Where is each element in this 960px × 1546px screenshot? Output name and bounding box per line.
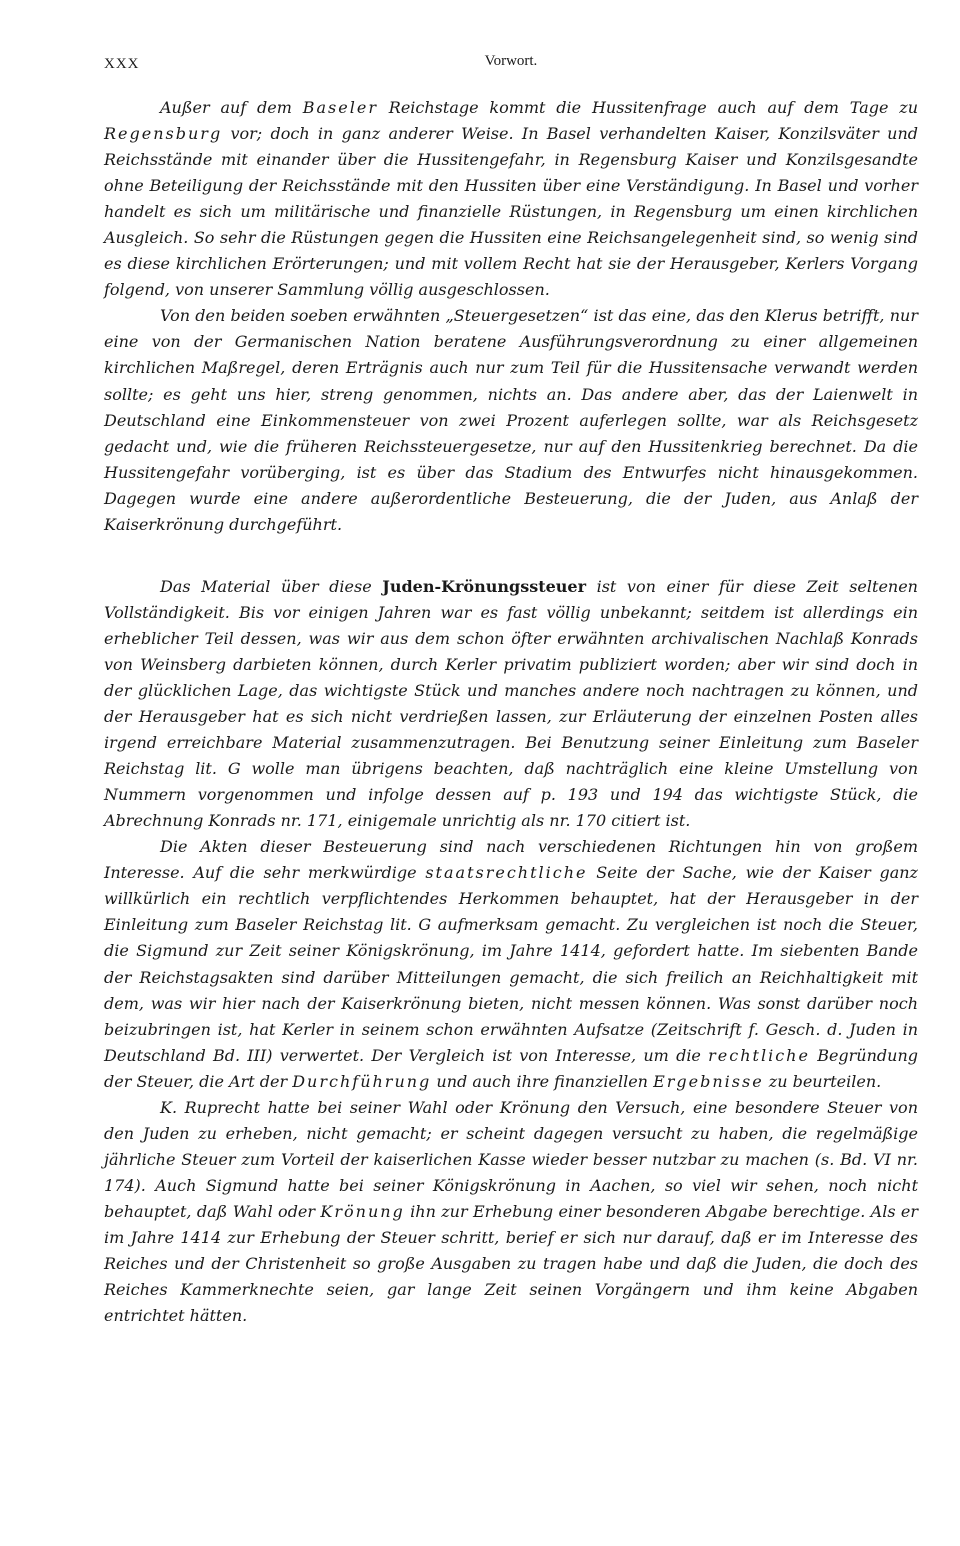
- paragraph: [104, 1095, 918, 1329]
- text-run: und auch ihre finanziellen: [431, 1071, 654, 1091]
- body-text: [104, 95, 918, 1329]
- paragraph: [104, 303, 918, 537]
- bold-term: Juden-Krönungssteuer: [382, 576, 587, 596]
- text-run: Die Akten dieser Besteuerung sind nach verschiedenen Richtungen hin von großem Interesse. Auf die sehr merkwürdige: [104, 837, 918, 883]
- text-run: vor; doch in ganz anderer Weise. In Basel verhandelten Kaiser, Konzilsväter und Reichsstände mit einander über die Hussitengefahr, in Regensburg Kaiser und Konzilsgesandte ohne Beteiligung der Reichsstände mit den Hussiten über eine Verständigung. In Basel und vorher handelt es sich um militärische und finanzielle Rüstungen, in Regensburg um einen kirchlichen Ausgleich. So sehr die Rüstungen gegen die Hussiten eine Reichsangelegenheit sind, so wenig sind es diese kirchlichen Erörterungen; und mit vollem Recht hat sie der Herausgeber, Kerlers Vorgang folgend, von unserer Sammlung völlig ausgeschlossen.: [104, 124, 918, 300]
- text-run: Seite der Sache, wie der Kaiser ganz willkürlich ein rechtlich verpflichtendes Herkommen behauptet, hat der Herausgeber in der Einleitung zum Baseler Reichstag lit. G aufmerksam gemacht. Zu vergleichen ist noch die Steuer, die Sigmund zur Zeit seiner Königskrönung, im Jahre 1414, gefordert hatte. Im siebenten Bande der Reichstagsakten sind darüber Mitteilungen gemacht, die sich freilich an Reichhaltigkeit mit dem, was wir hier nach der Kaiserkrönung bieten, nicht messen können. Was sonst darüber noch beizubringen ist, hat Kerler in seinem schon erwähnten Aufsatze (Zeitschrift f. Gesch. d. Juden in Deutschland Bd. III) verwertet. Der Vergleich ist von Interesse, um die: [104, 863, 918, 1065]
- text-run: zu beurteilen.: [763, 1071, 882, 1091]
- paragraph: [104, 95, 918, 303]
- spaced-emphasis: staatsrechtliche: [425, 863, 588, 883]
- running-title: Vorwort.: [484, 53, 538, 69]
- text-run: K. Ruprecht hatte bei seiner Wahl oder Krönung den Versuch, eine besondere Steuer von den Juden zu erheben, nicht gemacht; er scheint dagegen versucht zu haben, die regelmäßige jährliche Steuer zum Vorteil der kaiserlichen Kasse wieder besser nutzbar zu machen (s. Bd. VI nr. 174). Auch Sigmund hatte bei seiner Königskrönung in Aachen, so viel wir sehen, noch nicht behauptet, daß Wahl oder: [104, 1097, 918, 1221]
- text-run: ihn zur Erhebung einer besonderen Abgabe berechtige. Als er im Jahre 1414 zur Erhebung der Steuer schritt, berief er sich nur darauf, daß er im Interesse des Reiches und der Christenheit so große Ausgaben zu tragen habe und daß die Juden, die doch des Reiches Kammerknechte seien, gar lange Zeit seinen Vorgängern und ihm keine Abgaben entrichtet hätten.: [104, 1201, 918, 1326]
- page-number: XXX: [104, 56, 140, 72]
- text-run: Von den beiden soeben erwähnten „Steuergesetzen“ ist das eine, das den Klerus betrifft, nur eine von der Germanischen Nation beratene Ausführungsverordnung zu einer allgemeinen kirchlichen Maßregel, deren Erträgnis auch nur zum Teil für die Hussitensache verwandt werden sollte; es geht uns hier, streng genommen, nichts an. Das andere aber, das der Laienwelt in Deutschland eine Einkommensteuer von zwei Prozent auferlegen sollte, war als Reichsgesetz gedacht und, wie die früheren Reichssteuergesetze, nur auf den Hussitenkrieg berechnet. Da die Hussitengefahr vorüberging, ist es über das Stadium des Entwurfes nicht hinausgekommen. Dagegen wurde eine andere außerordentliche Besteuerung, die der Juden, aus Anlaß der Kaiserkrönung durchgeführt.: [104, 306, 918, 534]
- spaced-emphasis: Regensburg: [104, 124, 223, 144]
- spaced-emphasis: Ergebnisse: [653, 1071, 764, 1091]
- text-run: Das Material über diese: [160, 576, 383, 596]
- paragraph: [104, 834, 918, 1094]
- document-page: [104, 48, 918, 1329]
- page-header: [104, 48, 918, 78]
- section-gap: [104, 538, 918, 574]
- text-run: Reichstage kommt die Hussitenfrage auch auf dem Tage zu: [377, 98, 918, 117]
- spaced-emphasis: Baseler: [302, 98, 378, 117]
- text-run: ist von einer für diese Zeit seltenen Vollständigkeit. Bis vor einigen Jahren war es fast völlig unbekannt; seitdem ist allerdings ein erheblicher Teil dessen, was wir aus dem schon öfter erwähnten archivalischen Nachlaß Konrads von Weinsberg darbieten können, durch Kerler privatim publiziert worden; aber wir sind doch in der glücklichen Lage, das wichtigste Stück und manches andere noch nachtragen zu können, und der Herausgeber hat es sich nicht verdrießen lassen, zur Erläuterung der einzelnen Posten alles irgend erreichbare Material zusammenzutragen. Bei Benutzung seiner Einleitung zum Baseler Reichstag lit. G wolle man übrigens beachten, daß nachträglich eine kleine Umstellung von Nummern vorgenommen und infolge dessen auf p. 193 und 194 das wichtigste Stück, die Abrechnung Konrads nr. 171, einigemale unrichtig als nr. 170 citiert ist.: [104, 576, 918, 831]
- text-run: Außer auf dem: [160, 98, 303, 117]
- text-run: Begründung der Steuer, die Art der: [104, 1045, 919, 1091]
- spaced-emphasis: Krönung: [320, 1201, 405, 1221]
- spaced-emphasis: Durchführung: [292, 1071, 432, 1091]
- spaced-emphasis: rechtliche: [708, 1045, 810, 1065]
- paragraph: [104, 574, 918, 834]
